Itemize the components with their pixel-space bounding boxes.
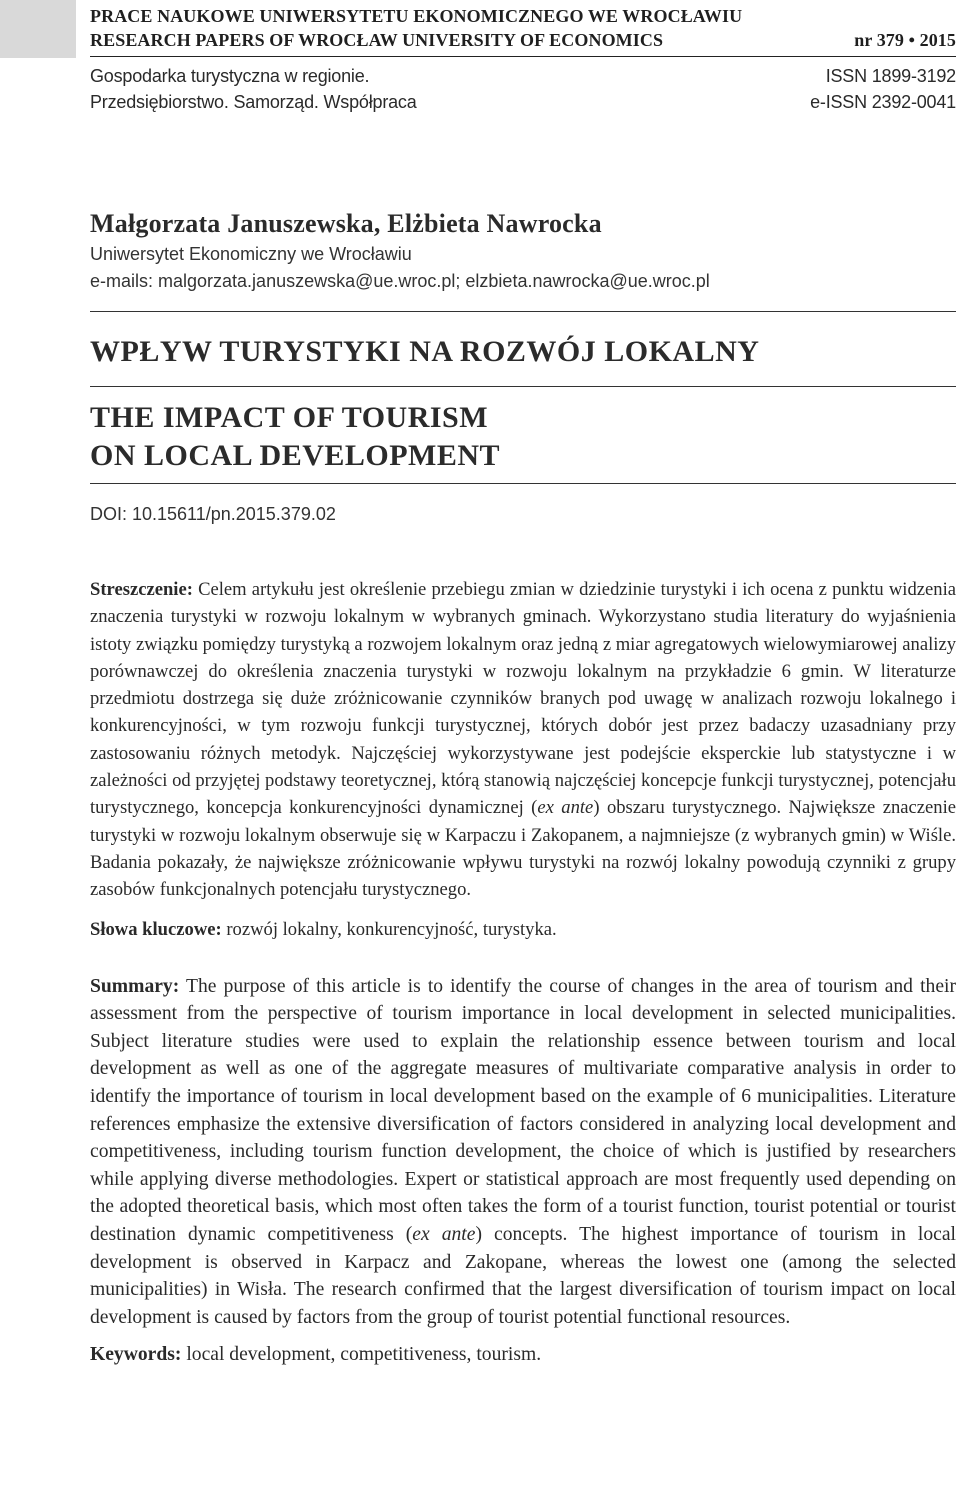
title-divider-middle [90, 386, 956, 387]
page [90, 0, 956, 1368]
abstract-pl [90, 576, 956, 904]
issue-number: nr 379 • 2015 [854, 30, 956, 50]
title-divider-bottom [90, 483, 956, 484]
doi: DOI: 10.15611/pn.2015.379.02 [90, 504, 336, 524]
summary-text-1: The purpose of this article is to identify the course of changes in the area of tourism and their assessment from the perspective of tourism importance in local development in selected municipalities. Subject literature studies were used to explain the relationship essence between tourism and local development as well as one of the aggregate measures of multivariate comparative analysis in order to identify the importance of tourism in local development based on the example of 6 municipalities. Literature references emphasize the extensive diversification of factors considered in analyzing local development and competitiveness, including tourism function development, the choice of which is justified by researchers while applying diverse methodologies. Expert or statistical approach are most frequently used depending on the adopted theoretical basis, which most often takes the form of a tourist function, tourist potential or tourist destination dynamic competitiveness ( [90, 975, 956, 1245]
article-title-en-line-1: THE IMPACT OF TOURISM [90, 401, 489, 434]
article-title-en-line-2: ON LOCAL DEVELOPMENT [90, 439, 501, 472]
article-title-en [90, 399, 956, 475]
journal-name-pl: PRACE NAUKOWE UNIWERSYTETU EKONOMICZNEGO WE WROCŁAWIU [90, 6, 743, 26]
keywords-pl [90, 916, 956, 943]
series-line-1: Gospodarka turystyczna w regionie. [90, 66, 370, 86]
abstract-text-1: Celem artykułu jest określenie przebiegu zmian w dziedzinie turystyki i ich ocena z punktu widzenia znaczenia turystyki w rozwoju lokalnym w wybranych gminach. Wykorzystano studia literatury do wyjaśnienia istoty związku pomiędzy turystyką a rozwojem lokalnym oraz jedną z miar agregatowych wielowymiarowej analizy porównawczej do określenia znaczenia turystyki w rozwoju lokalnym na przykładzie 6 gmin. W literaturze przedmiotu dostrzega się duże zróżnicowanie czynników branych pod uwagę w analizach rozwoju lokalnego i konkurencyjności, w tym rozwoju funkcji turystycznej, których dobór jest przez badaczy uzasadniany przy zastosowaniu różnych metodyk. Najczęściej wykorzystywane jest podejście eksperckie lub statystyczne i w zależności od przyjętej podstawy teoretycznej, którą stanowią najczęściej koncepcje funkcji turystycznej, potencjału turystycznego, koncepcja konkurencyjności dynamicznej ( [90, 579, 956, 819]
title-divider-top [90, 311, 956, 312]
series-title [90, 63, 417, 115]
journal-title-pl [90, 4, 956, 28]
keywords-en-text: local development, competitiveness, tourism. [181, 1344, 542, 1366]
corner-decoration [0, 0, 76, 58]
author-emails: e-mails: malgorzata.januszewska@ue.wroc.pl; elzbieta.nawrocka@ue.wroc.pl [90, 271, 710, 291]
affiliation: Uniwersytet Ekonomiczny we Wrocławiu [90, 244, 412, 264]
summary-label: Summary: [90, 975, 180, 997]
journal-title-en-row [90, 28, 956, 52]
series-line-2: Przedsiębiorstwo. Samorząd. Współpraca [90, 92, 417, 112]
keywords-en [90, 1341, 956, 1368]
article-title-pl: WPŁYW TURYSTYKI NA ROZWÓJ LOKALNY [90, 335, 760, 368]
abstract-text-2: ) obszaru turystycznego. Największe znaczenie turystyki w rozwoju lokalnym obserwuje się w Karpaczu i Zakopanem, a najmniejsze (z wybranych gmin) w Wiśle. Badania pokazały, że największe zróżnicowanie wpływu turystyki na rozwój lokalny powodują czynniki z grupy zasobów funkcjonalnych potencjału turystycznego. [90, 797, 956, 901]
keywords-en-label: Keywords: [90, 1344, 182, 1366]
issn: ISSN 1899-3192 [825, 66, 956, 86]
journal-name-en: RESEARCH PAPERS OF WROCŁAW UNIVERSITY OF ECONOMICS [90, 30, 664, 50]
issn-block [810, 63, 956, 115]
summary-text-2: ) concepts. The highest importance of tourism in local development is observed in Karpacz and Zakopane, whereas the lowest one (among the selected municipalities) in Wisła. The research confirmed that the largest diversification of tourism impact on local development is caused by factors from the group of tourist potential functional resources. [90, 1223, 956, 1328]
abstract-label: Streszczenie: [90, 579, 193, 600]
header-divider [90, 56, 956, 57]
eissn: e-ISSN 2392-0041 [810, 92, 956, 112]
summary-en [90, 973, 956, 1332]
summary-italic: ex ante [412, 1223, 476, 1245]
series-info [90, 63, 956, 115]
journal-header [90, 0, 956, 57]
keywords-pl-text: rozwój lokalny, konkurencyjność, turystyka. [221, 918, 557, 940]
keywords-pl-label: Słowa kluczowe: [90, 918, 222, 940]
authors: Małgorzata Januszewska, Elżbieta Nawrocka [90, 209, 602, 238]
abstract-italic: ex ante [537, 797, 594, 819]
